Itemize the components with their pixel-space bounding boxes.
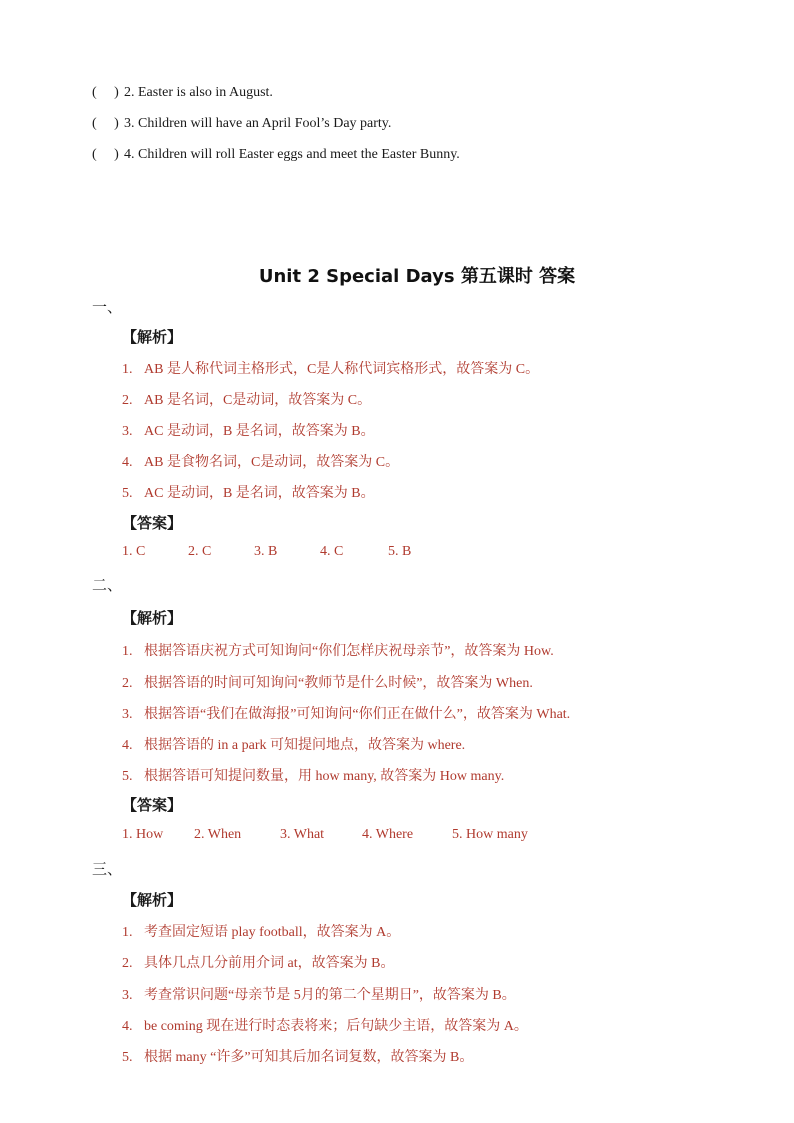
analysis-item — [122, 921, 400, 941]
item-text: 根据答语的 in a park 可知提问地点，故答案为 where. — [144, 738, 466, 753]
answer-item: 3. What — [280, 827, 325, 842]
item-text: be coming 现在进行时态表将来；后句缺少主语，故答案为 A。 — [144, 1019, 528, 1034]
answer-blank[interactable]: ( ) — [92, 85, 119, 100]
analysis-item — [122, 734, 465, 754]
question-text: 2. Easter is also in August. — [124, 85, 273, 100]
analysis-tag-3: 【解析】 — [122, 891, 183, 909]
item-number: 4. — [122, 1019, 133, 1034]
analysis-item — [122, 765, 504, 785]
answer-item: 4. Where — [362, 827, 414, 842]
item-number: 1. — [122, 644, 133, 659]
analysis-item — [122, 640, 554, 660]
answer-item: 1. How — [122, 827, 164, 842]
analysis-item — [122, 482, 375, 502]
analysis-item — [122, 1015, 528, 1035]
answer-tag-1: 【答案】 — [122, 514, 183, 532]
item-text: 根据 many “许多”可知其后加名词复数，故答案为 B。 — [144, 1050, 474, 1065]
answer-item: 1. C — [122, 544, 146, 559]
answer-item: 5. How many — [452, 827, 528, 842]
question-2 — [92, 84, 273, 102]
item-text: AC 是动词，B 是名词，故答案为 B。 — [144, 424, 375, 439]
item-text: AC 是动词，B 是名词，故答案为 B。 — [144, 486, 375, 501]
item-number: 1. — [122, 925, 133, 940]
analysis-item — [122, 1046, 473, 1066]
analysis-tag-2: 【解析】 — [122, 609, 183, 627]
answer-row-1 — [122, 544, 411, 560]
item-text: AB 是食物名词，C是动词，故答案为 C。 — [144, 455, 400, 470]
analysis-item — [122, 672, 533, 692]
item-text: 考查固定短语 play football，故答案为 A。 — [144, 925, 401, 940]
analysis-item — [122, 952, 394, 972]
section-heading-1: 一、 — [92, 298, 123, 316]
answer-item: 3. B — [254, 544, 278, 559]
analysis-item — [122, 389, 371, 409]
item-number: 2. — [122, 956, 133, 971]
item-number: 3. — [122, 988, 133, 1003]
analysis-item — [122, 420, 375, 440]
item-text: AB 是人称代词主格形式，C是人称代词宾格形式，故答案为 C。 — [144, 362, 540, 377]
analysis-tag-1: 【解析】 — [122, 328, 183, 346]
question-4 — [92, 146, 460, 164]
answer-item: 2. When — [194, 827, 242, 842]
item-number: 4. — [122, 455, 133, 470]
item-text: 根据答语“我们在做海报”可知询问“你们正在做什么”，故答案为 What. — [144, 707, 571, 722]
page-title: Unit 2 Special Days 第五课时 答案 — [258, 266, 576, 287]
item-text: 根据答语庆祝方式可知询问“你们怎样庆祝母亲节”，故答案为 How. — [144, 644, 554, 659]
question-3 — [92, 115, 391, 133]
question-text: 3. Children will have an April Fool’s Day party. — [124, 116, 392, 131]
analysis-item — [122, 703, 570, 723]
item-number: 5. — [122, 486, 133, 501]
item-number: 1. — [122, 362, 133, 377]
item-text: 考查常识问题“母亲节是 5月的第二个星期日”，故答案为 B。 — [144, 988, 516, 1003]
section-heading-2: 二、 — [92, 576, 123, 594]
question-text: 4. Children will roll Easter eggs and meet the Easter Bunny. — [124, 147, 460, 162]
answer-item: 4. C — [320, 544, 344, 559]
answer-blank[interactable]: ( ) — [92, 116, 119, 131]
item-text: 具体几点几分前用介词 at，故答案为 B。 — [144, 956, 395, 971]
item-number: 3. — [122, 707, 133, 722]
item-text: AB 是名词，C是动词，故答案为 C。 — [144, 393, 372, 408]
item-number: 5. — [122, 769, 133, 784]
analysis-item — [122, 451, 399, 471]
analysis-item — [122, 358, 539, 378]
item-number: 3. — [122, 424, 133, 439]
answer-tag-2: 【答案】 — [122, 796, 183, 814]
answer-row-2 — [122, 827, 528, 843]
answer-blank[interactable]: ( ) — [92, 147, 119, 162]
analysis-item — [122, 984, 516, 1004]
answer-item: 2. C — [188, 544, 212, 559]
item-number: 4. — [122, 738, 133, 753]
answer-item: 5. B — [388, 544, 412, 559]
item-number: 2. — [122, 393, 133, 408]
item-text: 根据答语的时间可知询问“教师节是什么时候”，故答案为 When. — [144, 676, 533, 691]
section-heading-3: 三、 — [92, 860, 123, 878]
item-number: 5. — [122, 1050, 133, 1065]
item-number: 2. — [122, 676, 133, 691]
item-text: 根据答语可知提问数量，用 how many, 故答案为 How many. — [144, 769, 505, 784]
